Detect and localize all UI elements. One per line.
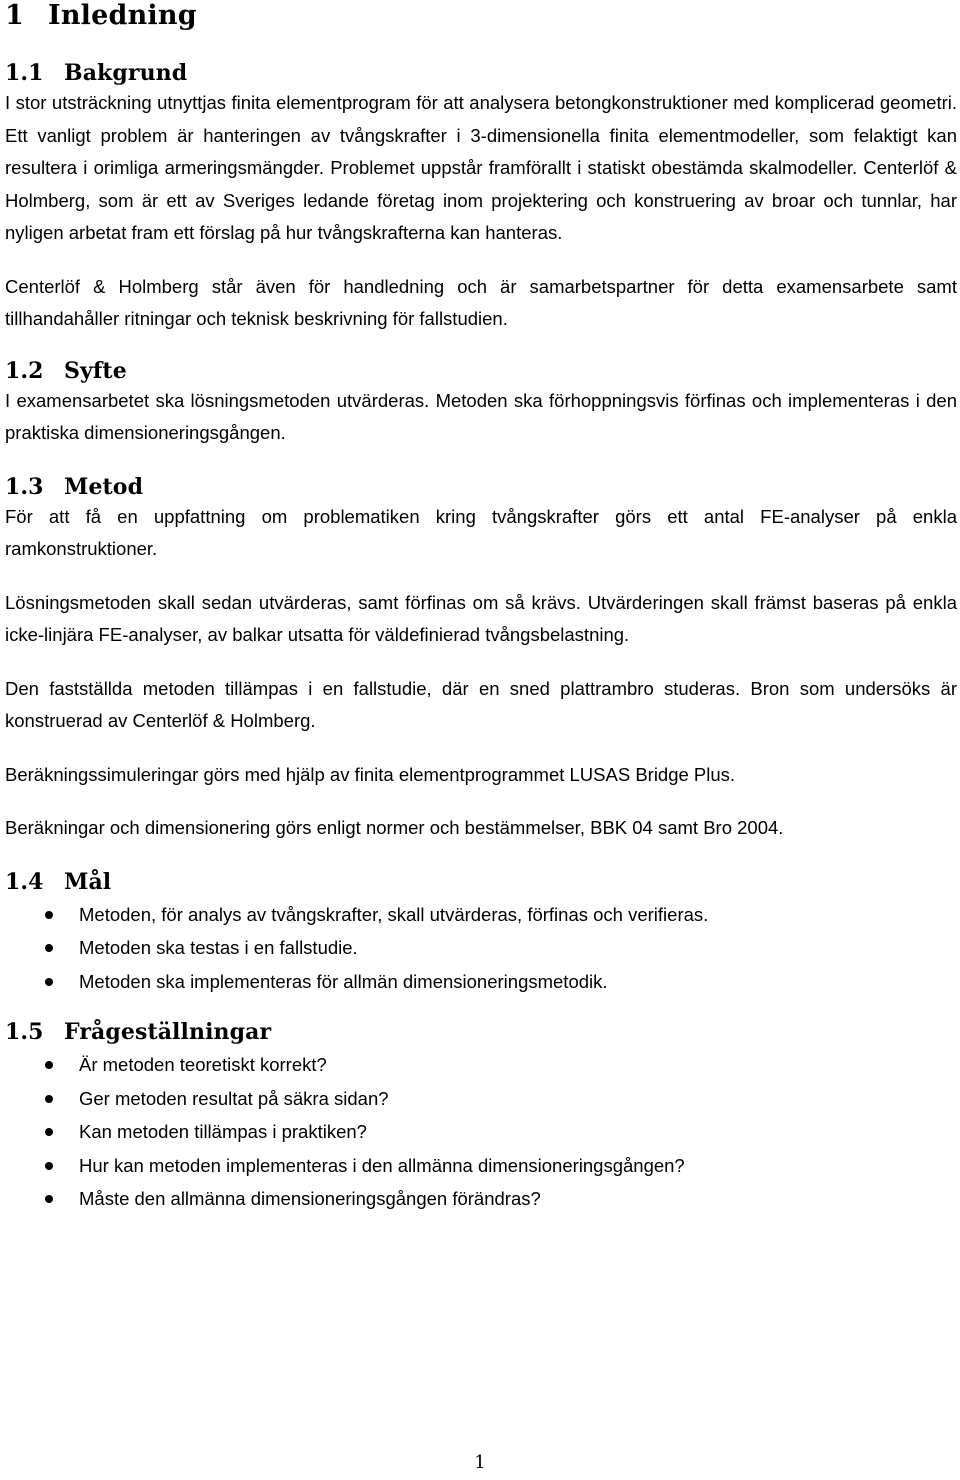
paragraph: Centerlöf & Holmberg står även för handledning och är samarbetspartner för detta examensarbete samt tillhandahåller ritningar och teknisk beskrivning för fallstudien. [5,275,957,329]
section-number: 1.3 [5,473,44,500]
bullet-icon [45,911,53,919]
chapter-heading [5,0,957,32]
paragraph: I stor utsträckning utnyttjas finita elementprogram för att analysera betongkonstruktioner med komplicerad geometri. Ett vanligt problem är hanteringen av tvångskrafter i 3-dimensionella finita elementmodeller, som felaktigt kan resultera i orimliga armeringsmängder. Problemet uppstår framförallt i statiskt obestämda skalmodeller. Centerlöf & Holmberg, som är ett av Sveriges ledande företag inom projektering och konstruering av broar och tunnlar, har nyligen arbetat fram ett förslag på hur tvångskrafterna kan hanteras. [5,92,957,243]
section-number: 1.1 [5,60,44,86]
section-title: Metod [64,473,144,500]
section-heading-metod [5,473,957,501]
section-number: 1.4 [5,868,44,895]
list-item [5,1082,957,1116]
section-heading-fragestallningar [5,1018,957,1046]
section-heading-mal [5,868,957,896]
bullet-icon [45,1061,53,1069]
list-item-text: Metoden, för analys av tvångskrafter, skall utvärderas, förfinas och verifieras. [79,903,709,925]
section-number: 1.2 [5,357,44,384]
section-number: 1.5 [5,1019,44,1045]
paragraph: Lösningsmetoden skall sedan utvärderas, samt förfinas om så krävs. Utvärderingen skall främst baseras på enkla icke-linjära FE-analyser, av balkar utsatta för väldefinierad tvångsbelastning. [5,591,957,645]
paragraph: Den fastställda metoden tillämpas i en fallstudie, där en sned plattrambro studeras. Bron som undersöks är konstruerad av Centerlöf & Holmberg. [5,677,957,731]
paragraph: Beräkningar och dimensionering görs enligt normer och bestämmelser, BBK 04 samt Bro 2004. [5,817,784,838]
list-item [5,898,957,932]
list-item-text: Är metoden teoretiskt korrekt? [79,1054,327,1075]
paragraph: I examensarbetet ska lösningsmetoden utvärderas. Metoden ska förhoppningsvis förfinas och implementeras i den praktiska dimensioneringsgången. [5,389,957,443]
chapter-number: 1 [5,0,24,31]
section-title: Frågeställningar [64,1019,272,1045]
list-item [5,931,957,965]
list-item-text: Ger metoden resultat på säkra sidan? [79,1087,389,1109]
questions-list [5,1048,957,1216]
paragraph: Beräkningssimuleringar görs med hjälp av finita elementprogrammet LUSAS Bridge Plus. [5,763,736,785]
section-title: Bakgrund [64,60,188,86]
list-item-text: Metoden ska testas i en fallstudie. [79,937,358,958]
section-title: Mål [64,868,112,895]
list-item-text: Kan metoden tillämpas i praktiken? [79,1121,367,1142]
list-item [5,1149,957,1183]
chapter-title: Inledning [48,0,197,31]
section-title: Syfte [64,357,127,384]
bullet-icon [45,1195,53,1203]
list-item [5,1182,957,1216]
paragraph: För att få en uppfattning om problematiken kring tvångskrafter görs ett antal FE-analyser på enkla ramkonstruktioner. [5,505,957,559]
bullet-icon [45,1128,53,1136]
page-number: 1 [474,1452,486,1473]
bullet-icon [45,978,53,986]
goals-list [5,898,957,999]
bullet-icon [45,1095,53,1103]
list-item-text: Måste den allmänna dimensioneringsgången förändras? [79,1188,541,1209]
list-item-text: Hur kan metoden implementeras i den allmänna dimensioneringsgången? [79,1154,685,1176]
bullet-icon [45,1162,53,1170]
list-item [5,1115,957,1149]
document-page [5,0,957,1216]
list-item-text: Metoden ska implementeras för allmän dimensioneringsmetodik. [79,970,608,992]
list-item [5,1048,957,1082]
bullet-icon [45,944,53,952]
section-heading-syfte [5,357,957,385]
section-heading-bakgrund [5,59,957,87]
list-item [5,965,957,999]
